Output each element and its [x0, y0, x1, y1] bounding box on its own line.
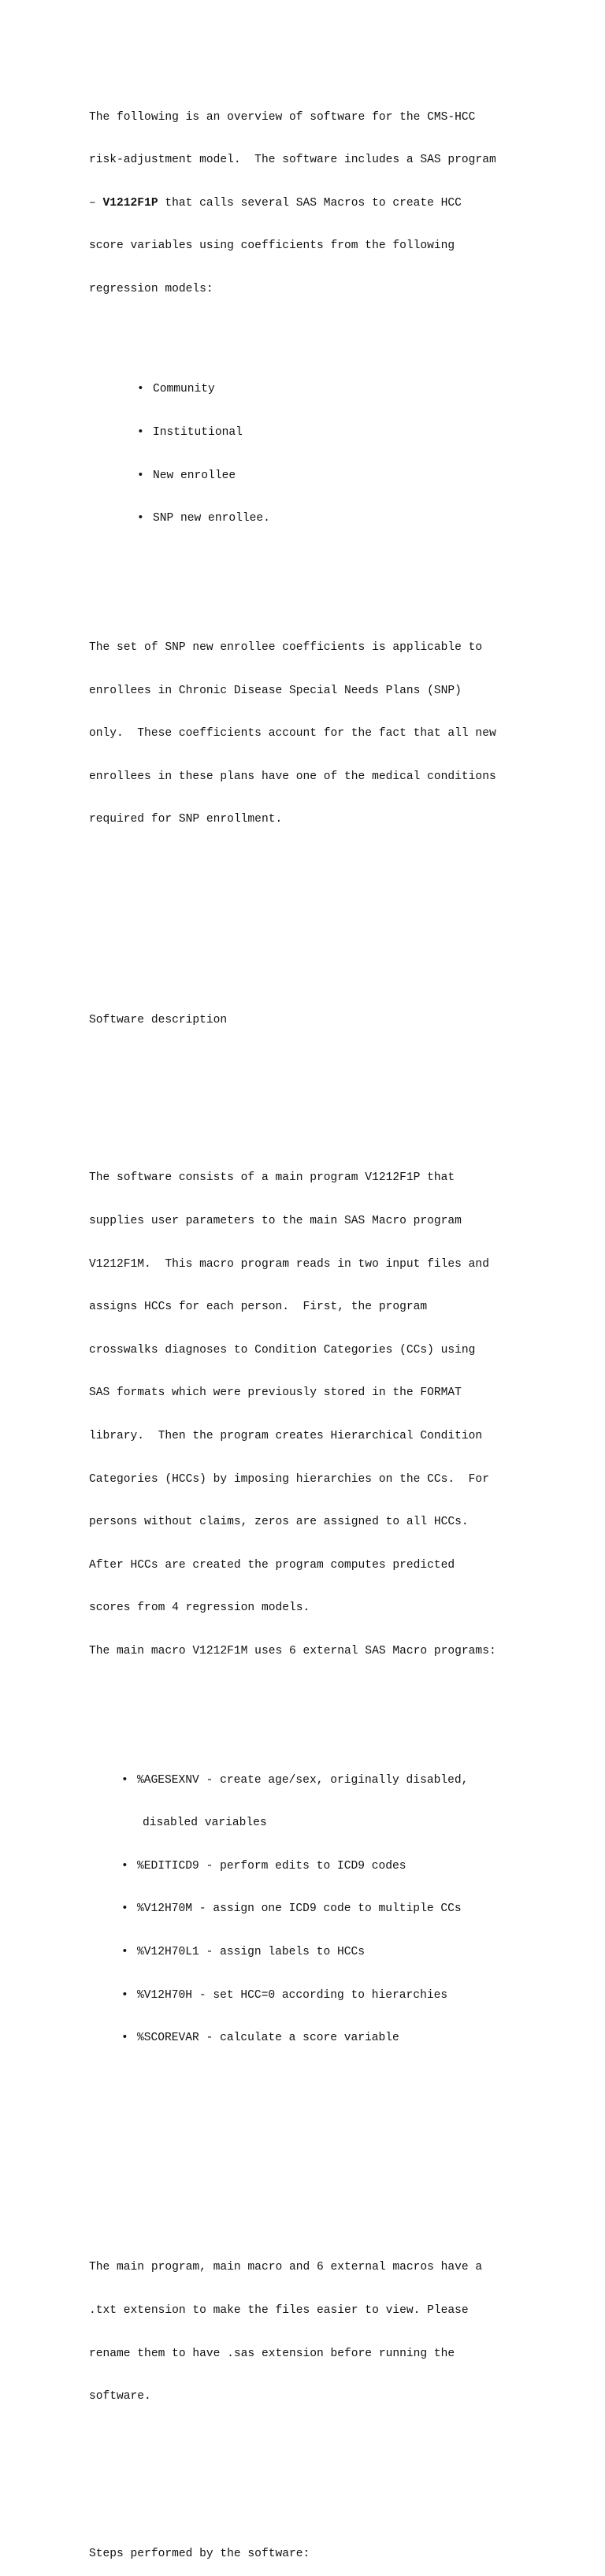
extension-line: rename them to have .sas extension before running the [89, 2347, 455, 2360]
model-label: New enrollee [153, 469, 236, 482]
description-line: After HCCs are created the program computes predicted [89, 1558, 455, 1572]
macro-item-agesexnv [89, 1773, 530, 1787]
steps-heading: Steps performed by the software: [89, 2548, 310, 2561]
macro-label: %V12H70M - assign one ICD9 code to multiple CCs [137, 1902, 462, 1916]
description-line: supplies user parameters to the main SAS Macro program [89, 1214, 462, 1227]
model-label: Institutional [153, 425, 243, 439]
spacer [89, 1071, 530, 1085]
snp-line: The set of SNP new enrollee coefficients is applicable to [89, 640, 483, 654]
description-line: persons without claims, zeros are assigned to all HCCs. [89, 1516, 469, 1529]
description-line: library. Then the program creates Hierarchical Condition [89, 1429, 483, 1442]
section-heading-software-description: Software description [89, 1014, 228, 1027]
extension-line: software. [89, 2390, 151, 2403]
extension-line: The main program, main macro and 6 external macros have a [89, 2261, 483, 2274]
macro-item-v12h70l1 [89, 1945, 530, 1959]
spacer [89, 899, 530, 913]
intro-line-1: The following is an overview of software for the CMS-HCC [89, 110, 476, 124]
intro-line-4: score variables using coefficients from the following [89, 239, 455, 253]
description-line: The main macro V1212F1M uses 6 external SAS Macro programs: [89, 1644, 496, 1657]
description-line: crosswalks diagnoses to Condition Categories (CCs) using [89, 1343, 476, 1357]
description-line: SAS formats which were previously stored in the FORMAT [89, 1386, 462, 1400]
bullet-icon: • [121, 1902, 128, 1916]
extension-paragraph [89, 2232, 530, 2433]
extension-line: .txt extension to make the files easier to view. Please [89, 2304, 469, 2318]
macro-label: %V12H70L1 - assign labels to HCCs [137, 1946, 366, 1959]
macro-label: %AGESEXNV - create age/sex, originally disabled, [137, 1773, 469, 1787]
bullet-icon: • [137, 469, 144, 482]
bullet-icon: • [121, 1946, 128, 1959]
description-line: scores from 4 regression models. [89, 1602, 310, 1615]
bullet-icon: • [121, 1988, 128, 2002]
macro-item-v12h70m [89, 1902, 530, 1916]
bullet-icon: • [121, 2032, 128, 2045]
macro-item-scorevar [89, 2031, 530, 2045]
spacer [89, 2475, 530, 2489]
bullet-icon: • [137, 383, 144, 396]
macro-list [89, 1744, 530, 2074]
bullet-icon: • [137, 425, 144, 439]
intro-line-3 [89, 196, 530, 210]
spacer [89, 941, 530, 956]
model-item-community [89, 382, 530, 396]
model-label: Community [153, 383, 215, 396]
bullet-icon: • [121, 1859, 128, 1873]
intro-line-3-rest: that calls several SAS Macros to create HCC [158, 196, 462, 210]
intro-line-2: risk-adjustment model. The software includes a SAS program [89, 154, 496, 167]
intro-dash: – [89, 196, 103, 210]
spacer [89, 2117, 530, 2131]
description-line: Categories (HCCs) by imposing hierarchies on the CCs. For [89, 1472, 489, 1486]
model-item-snp-new-enrollee [89, 511, 530, 525]
model-label: SNP new enrollee. [153, 512, 270, 525]
snp-line: enrollees in these plans have one of the medical conditions [89, 770, 496, 783]
snp-line: required for SNP enrollment. [89, 813, 283, 826]
model-item-institutional [89, 425, 530, 440]
macro-label: %EDITICD9 - perform edits to ICD9 codes [137, 1859, 406, 1873]
macro-item-agesexnv-continued: disabled variables [143, 1817, 267, 1830]
description-paragraph [89, 1142, 530, 1687]
document-page [89, 67, 530, 2576]
description-line: assigns HCCs for each person. First, the program [89, 1301, 428, 1314]
model-list [89, 354, 530, 555]
program-name-bold: V1212F1P [102, 196, 158, 210]
macro-item-editicd9 [89, 1859, 530, 1873]
snp-line: enrollees in Chronic Disease Special Needs Plans (SNP) [89, 684, 462, 697]
description-line: V1212F1M. This macro program reads in two input files and [89, 1257, 489, 1271]
spacer [89, 2160, 530, 2174]
bullet-icon: • [121, 1773, 128, 1787]
macro-label: %V12H70H - set HCC=0 according to hierarchies [137, 1988, 448, 2002]
snp-line: only. These coefficients account for the fact that all new [89, 727, 496, 741]
bullet-icon: • [137, 512, 144, 525]
snp-paragraph [89, 612, 530, 856]
model-item-new-enrollee [89, 469, 530, 483]
macro-item-v12h70h [89, 1988, 530, 2003]
description-line: The software consists of a main program V1212F1P that [89, 1171, 455, 1185]
intro-line-5: regression models: [89, 282, 213, 295]
macro-label: %SCOREVAR - calculate a score variable [137, 2032, 399, 2045]
